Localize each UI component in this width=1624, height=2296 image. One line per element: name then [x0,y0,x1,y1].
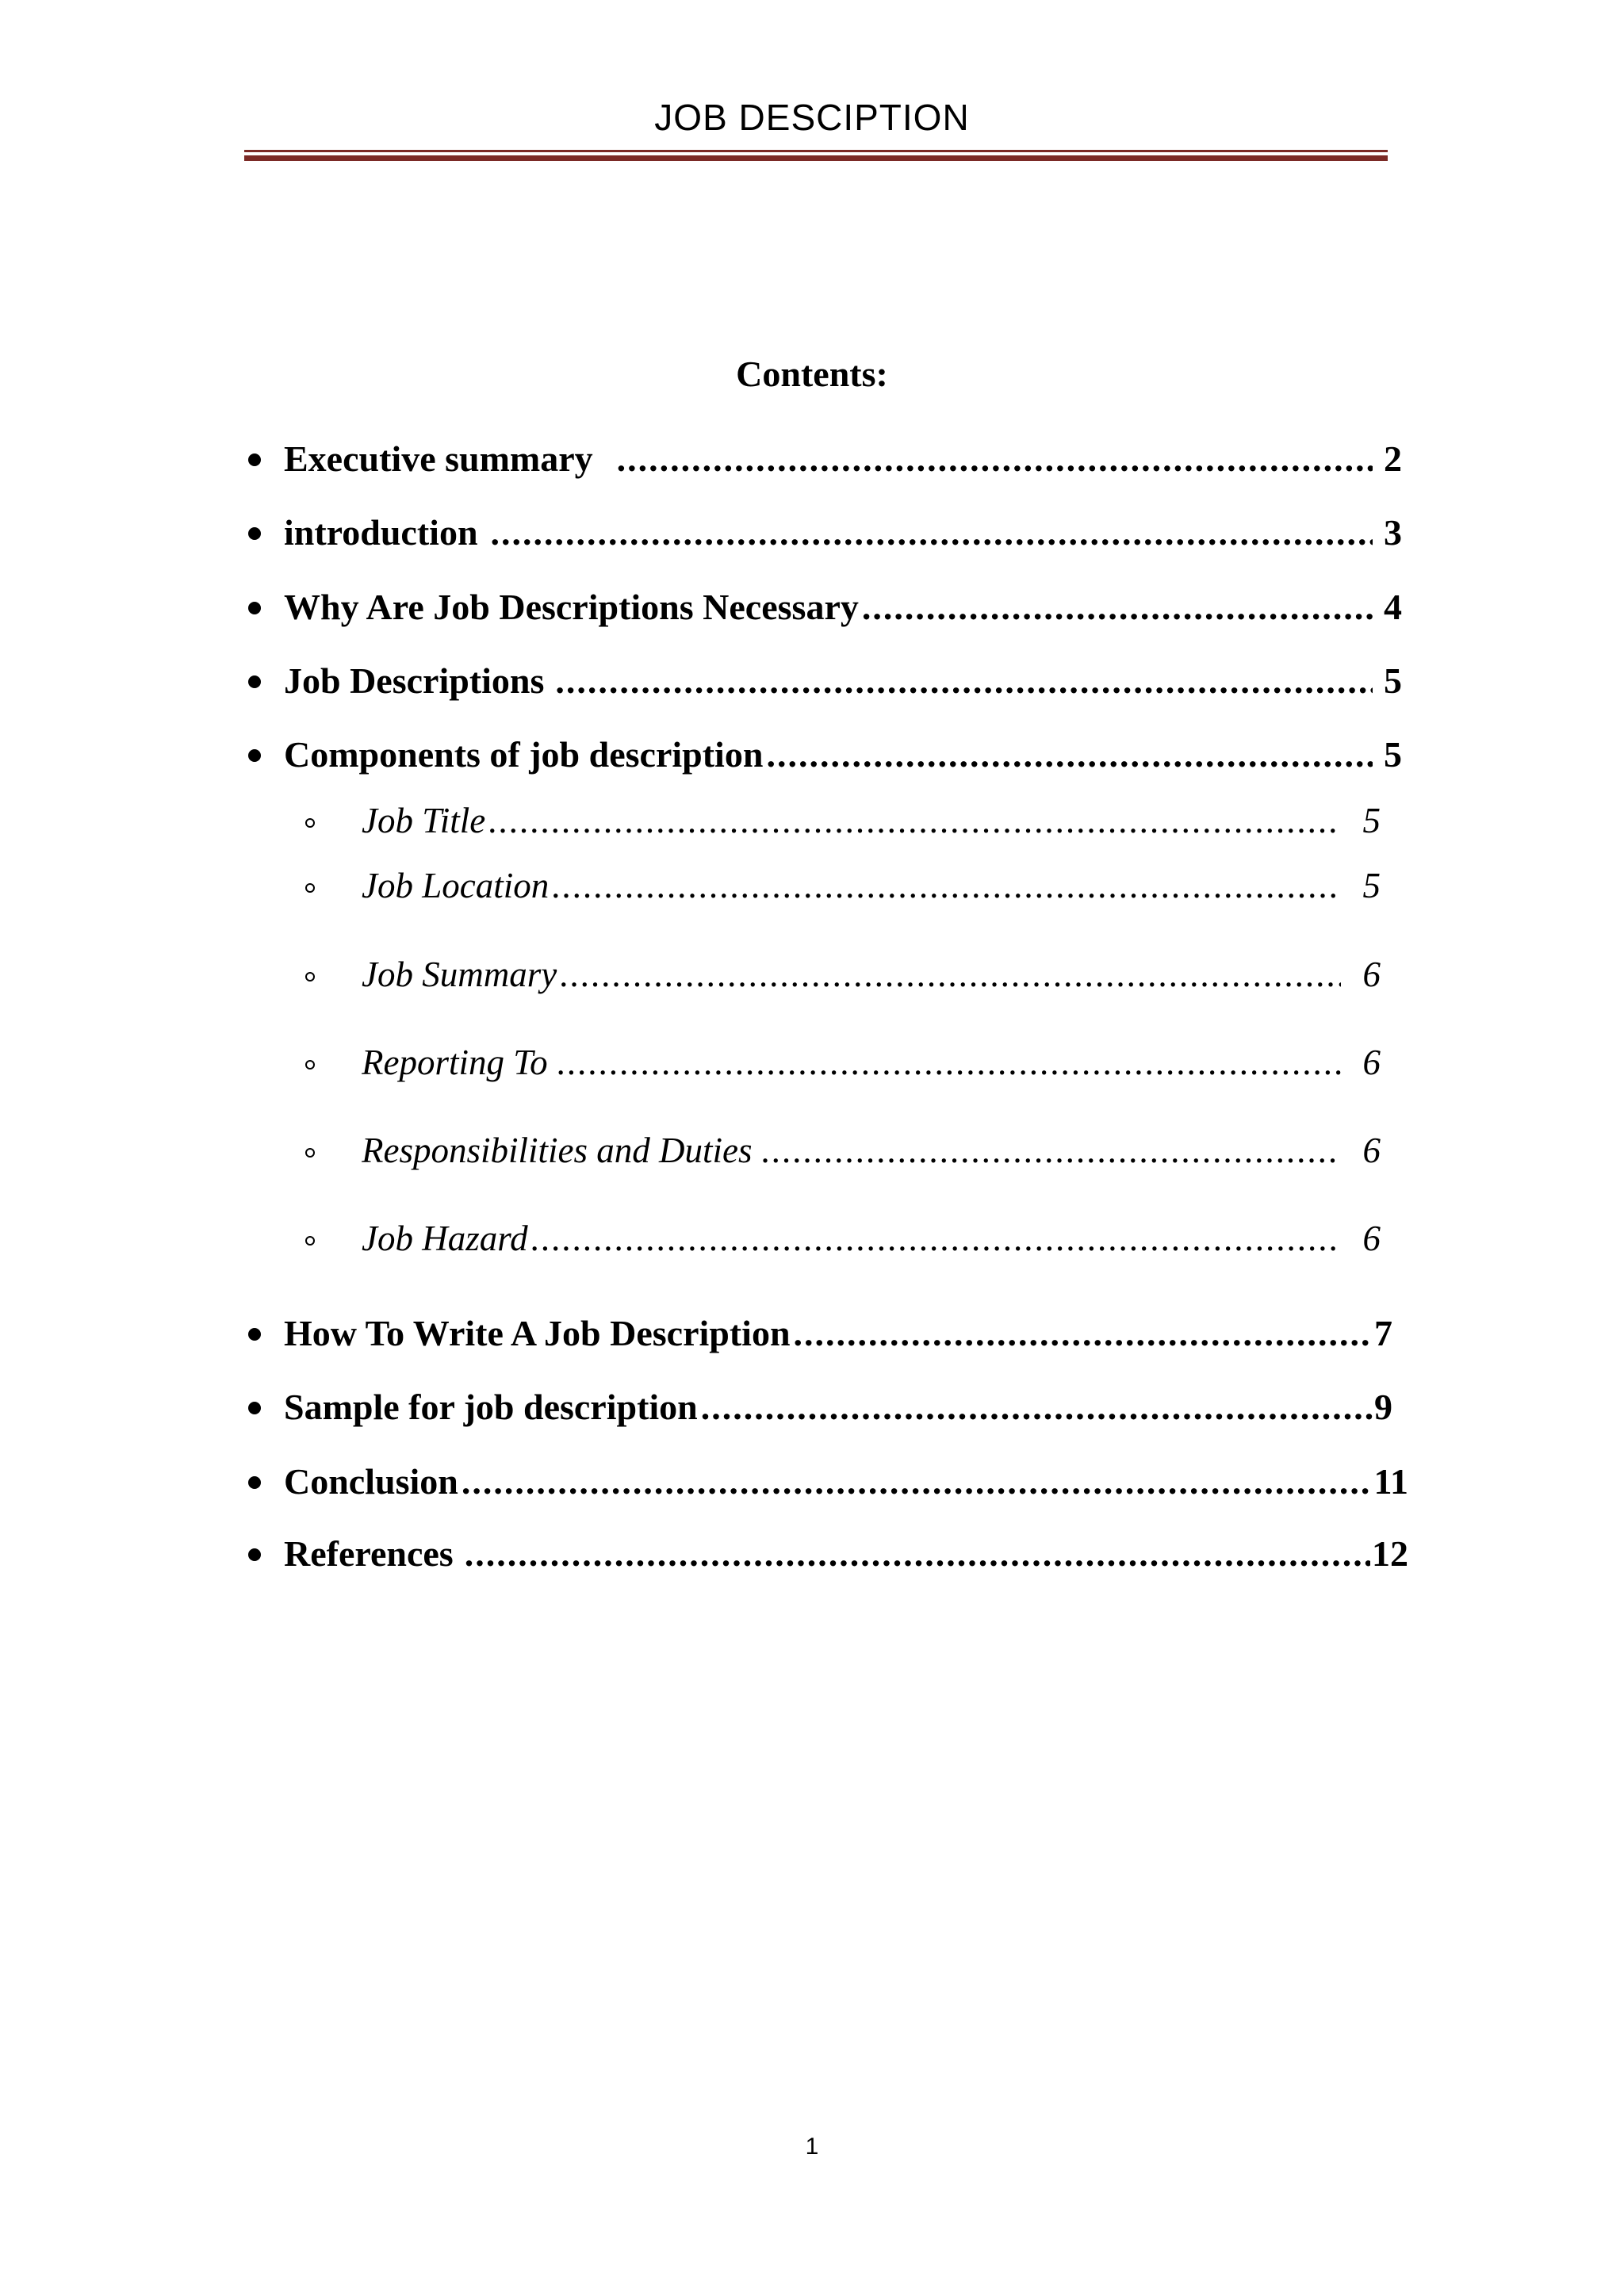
dot-leader [548,1038,1341,1087]
toc-entry-introduction[interactable] [0,508,1624,557]
running-header-title: JOB DESCIPTION [654,97,970,138]
dot-leader [549,861,1340,910]
toc-subentry-reporting-to[interactable] [0,1038,1624,1087]
toc-subentry-responsibilities-and-duties[interactable] [0,1126,1624,1175]
toc-entry-label: Job Title [362,801,486,840]
toc-entry-job-descriptions[interactable] [0,656,1624,706]
header-rule-thin-line [244,150,1388,152]
bullet-icon [248,1548,261,1561]
toc-entry-label: How To Write A Job Description [284,1313,791,1353]
toc-page-number: 11 [1373,1461,1408,1502]
dot-leader [859,583,1373,632]
toc-entry-text [284,1529,1408,1578]
toc-page-number: 6 [1362,955,1381,994]
toc-entry-text [284,583,1402,632]
toc-entry-sample-for-job-description[interactable] [0,1383,1624,1432]
dot-leader [528,1214,1341,1263]
toc-entry-executive-summary[interactable] [0,434,1624,484]
bullet-icon [248,453,261,466]
hollow-bullet-icon [305,883,315,893]
toc-subentry-job-summary[interactable] [0,950,1624,999]
page-number-footer: 1 [805,2133,819,2160]
toc-entry-conclusion[interactable] [0,1457,1624,1506]
toc-entry-text [284,730,1402,779]
toc-entry-label: References [284,1533,454,1574]
toc-entry-label: Job Location [362,866,550,905]
toc-entry-why-job-descriptions-necessary[interactable] [0,583,1624,632]
dot-leader [698,1383,1373,1432]
toc-entry-text [362,861,1381,910]
bullet-icon [248,749,261,762]
dot-leader [752,1126,1340,1175]
toc-entry-label: Job Descriptions [284,660,545,701]
toc-subentry-job-hazard[interactable] [0,1214,1624,1263]
dot-leader [458,1457,1373,1506]
hollow-bullet-icon [305,1060,315,1070]
header-rule-thick-line [244,155,1388,161]
toc-entry-text [284,1457,1408,1506]
toc-entry-label: Executive summary [284,438,593,479]
toc-page-number: 4 [1384,587,1402,627]
toc-entry-references[interactable] [0,1529,1624,1578]
toc-page-number: 2 [1384,438,1402,479]
bullet-icon [248,527,261,540]
toc-entry-label: Responsibilities and Duties [362,1131,753,1170]
dot-leader [478,508,1373,557]
dot-leader [557,950,1340,999]
toc-page-number: 9 [1374,1387,1392,1427]
toc-entry-label: Sample for job description [284,1387,698,1427]
bullet-icon [248,1402,261,1414]
toc-entry-label: Why Are Job Descriptions Necessary [284,587,859,627]
toc-page-number: 7 [1374,1313,1392,1353]
contents-heading: Contents: [736,354,888,394]
toc-page-number: 6 [1362,1131,1381,1170]
toc-entry-text [284,508,1402,557]
toc-page-number: 5 [1362,866,1381,905]
toc-entry-label: Job Summary [362,955,557,994]
toc-entry-label: introduction [284,512,478,553]
toc-entry-label: Conclusion [284,1461,458,1502]
toc-entry-how-to-write-a-job-description[interactable] [0,1309,1624,1358]
dot-leader [485,796,1340,845]
dot-leader [791,1309,1373,1358]
toc-entry-text [284,1383,1392,1432]
bullet-icon [248,1476,261,1489]
toc-entry-text [362,1214,1381,1263]
toc-entry-components-of-job-description[interactable] [0,730,1624,779]
hollow-bullet-icon [305,1148,315,1158]
toc-entry-text [362,1038,1381,1087]
toc-entry-label: Components of job description [284,734,764,775]
toc-page-number: 5 [1362,801,1381,840]
toc-subentry-job-location[interactable] [0,861,1624,910]
dot-leader [454,1529,1370,1578]
toc-entry-label: Job Hazard [362,1219,528,1258]
toc-page-number: 5 [1384,734,1402,775]
header-double-rule [244,150,1388,161]
toc-entry-text [362,1126,1381,1175]
bullet-icon [248,675,261,688]
toc-entry-text [362,950,1381,999]
toc-page-number: 6 [1362,1043,1381,1082]
dot-leader [593,434,1373,484]
toc-entry-label: Reporting To [362,1043,548,1082]
toc-page-number: 6 [1362,1219,1381,1258]
hollow-bullet-icon [305,1236,315,1246]
toc-page-number: 3 [1384,512,1402,553]
toc-entry-text [284,656,1402,706]
toc-page-number: 5 [1384,660,1402,701]
bullet-icon [248,1328,261,1341]
toc-subentry-job-title[interactable] [0,796,1624,845]
toc-page-number: 12 [1372,1533,1408,1574]
dot-leader [544,656,1373,706]
toc-entry-text [284,1309,1392,1358]
toc-entry-text [362,796,1381,845]
dot-leader [763,730,1373,779]
toc-entry-text [284,434,1402,484]
hollow-bullet-icon [305,818,315,828]
hollow-bullet-icon [305,972,315,982]
bullet-icon [248,602,261,614]
